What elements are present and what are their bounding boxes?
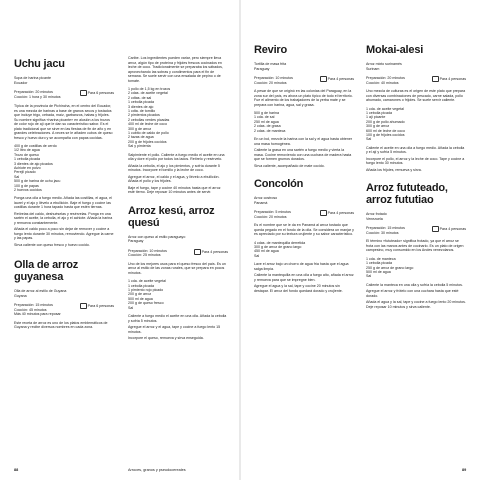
recipe-steps: Ponga una olla a fuego medio. Añada las costillas, el agua, el laurel y el ajo y llévelo a ebullición. Baje el fuego y cocine las costillas durante 1 hora tapado hasta que estén tiernas. Retírelas del caldo, deshuéselas y resérvelas. Ponga en una sartén el aceite, la cebolla, el ajo y el achiote. Añada la harina y remueva constantemente. Añada el caldo poco a poco sin dejar de remover y cocine a fuego lento durante 30 minutos, removiendo. Agregue la carne y las papas. Sirva caliente con queso fresco y huevo cocido. xyxy=(14,196,114,247)
recipe-intro: El término «fututeado» significa frotado, ya que el arroz se frota con las manos antes de cocinarlo. Es un plato de origen campesino, muy consumido en los Andes venezolanos. xyxy=(366,239,464,253)
book-gutter xyxy=(239,0,241,480)
recipe-subtitle: Tortilla de masa frita xyxy=(254,62,287,66)
recipe-title: Reviro xyxy=(254,44,288,56)
page-number: 88 xyxy=(14,468,19,472)
page-footer xyxy=(462,468,466,472)
recipe-intro-continued: Caribe. Los ingredientes pueden variar, pero siempre lleva arroz, algún tipo de proteína y frijoles frescos cocinados en leche de coco. Tradicionalmente se preparaba los sábados, aprovechando las sobras y condimentos para el fin de semana. Se suele servir con una ensalada de pepino o de tomate. xyxy=(128,56,223,83)
recipe-title: Arroz fututeado, arroz fututiao xyxy=(366,182,448,207)
ingredient-list: 4 cdas. de mantequilla derretida 300 g de arroz de grano largo 450 ml de agua Sal xyxy=(254,240,306,258)
recipe-country: Ecuador xyxy=(14,80,28,85)
recipe-title: Olla de arroz guyanesa xyxy=(14,259,79,284)
recipe-country: Paraguay xyxy=(254,66,270,71)
page-footer xyxy=(14,468,186,472)
recipe-steps: Caliente a fuego medio el aceite en una olla. Añada la cebolla y sofría 5 minutos. Agregue el arroz y el agua, tape y cocine a fuego lento 15 minutos. Incorpore el queso, remueva y sirva enseguida. xyxy=(128,314,227,341)
recipe-country: Paraguay xyxy=(128,239,144,244)
recipe-country: Venezuela xyxy=(366,216,383,221)
recipe-intro: Típica de la provincia de Pichincha, en el centro del Ecuador, es una mezcla de harinas a base de granos secos y tostados que incluye trigo, cebada, maíz, garbanzos, habas y frijoles. Su nombre significa «harina picante» en alusión a los trozos de color rojo de ají que le dan su característico sabor. Es el plato tradicional que se sirve en las fiestas de fin de año y en grandes celebraciones. A veces se le añaden cubos de queso fresco y huevo duro y se acompaña con papas cocidas. xyxy=(14,104,113,140)
dietary-icon xyxy=(80,90,87,96)
section-title: Arroces, granos y pseudocereales xyxy=(128,468,186,472)
page-number: 89 xyxy=(462,468,467,472)
right-column-2 xyxy=(366,22,466,311)
recipe-subtitle: Arroz con queso al estilo paraguayo xyxy=(128,234,186,239)
recipe-steps: Lave el arroz bajo un chorro de agua fría hasta que el agua salga limpia. Caliente la mantequilla en una olla a fuego alto, añada el arroz y remueva para que se impregne bien. Agregue el agua y la sal, tape y cocine 20 minutos sin destapar. El arroz del fondo quedará dorado y crujiente. xyxy=(254,262,354,293)
left-page xyxy=(0,0,238,480)
recipe-subtitle: Arroz costroso xyxy=(254,196,278,201)
ingredient-list: 1 cda. de manteca 1 cebolla picada 250 g de arroz de grano largo 500 ml de agua Sal xyxy=(366,256,414,279)
recipe-intro: Uno de los mejores usos para el queso fresco del país. Es un arroz al estilo de las zonas rurales, que se prepara en pocos minutos. xyxy=(128,261,226,275)
recipe-meta: Preparación: 10 minutos Cocción: 25 minutos Para 4 personas xyxy=(128,248,228,258)
recipe-subtitle: Arroz mixto surinamés xyxy=(366,62,402,66)
right-page xyxy=(242,0,480,480)
dietary-icon xyxy=(432,76,439,82)
dietary-icon xyxy=(432,226,439,232)
recipe-country: Panamá xyxy=(254,200,268,205)
recipe-intro: Es el nombre que se le da en Panamá al arroz tostado que queda pegado en el fondo de la olla. Se considera un manjar y es apreciado por su textura crujiente y su sabor característico. xyxy=(254,223,354,237)
recipe-meta xyxy=(14,90,114,99)
recipe-meta: Preparación: 20 minutos Cocción: 40 minutos Para 4 personas xyxy=(366,76,466,85)
recipe-meta: Preparación: 5 minutos Cocción: 20 minutos Para 4 personas xyxy=(254,210,354,219)
recipe-intro: A pesar de que se originó en las colonias del Paraguay, en la zona sur del país, es ahora un plato típico de todo el territorio. Fue el alimento de los trabajadores de la yerba mate y se prepara con harina, agua, sal y grasa. xyxy=(254,89,353,107)
recipe-steps: Caliente la manteca en una olla y sofría la cebolla 5 minutos. Agregue el arroz y frótelo con una cuchara hasta que esté dorado. Añada el agua y la sal, tape y cocine a fuego lento 20 minutos. Deje reposar 10 minutos y sirva caliente. xyxy=(366,282,466,309)
left-column-2 xyxy=(128,22,228,343)
recipe-steps: En un bol, mezcle la harina con la sal y el agua hasta obtener una masa homogénea. Caliente la grasa en una sartén a fuego medio y vierta la masa. Cocine removiendo con una cuchara de madera hasta que se formen grumos dorados. Sirva caliente, acompañado de mate cocido. xyxy=(254,137,353,168)
dietary-icon xyxy=(194,249,201,255)
recipe-meta: Preparación: 15 minutos Cocción: 45 minutos Más 40 minutos para reposar Para 6 personas xyxy=(14,303,114,317)
recipe-meta: Preparación: 10 minutos Cocción: 20 minutos Para 4 personas xyxy=(254,76,354,85)
recipe-country: Guyana xyxy=(14,293,27,298)
serves: Para 6 personas xyxy=(79,90,114,99)
cook-time: Cocción: 1 hora y 30 minutos xyxy=(14,94,61,99)
recipe-steps: Caliente el aceite en una olla a fuego medio. Añada la cebolla y el ají y sofría 5 minutos. Incorpore el pollo, el arroz y la leche de coco. Tape y cocine a fuego lento 30 minutos. Añada los frijoles, remueva y sirva. xyxy=(366,145,465,172)
recipe-title: Uchu jacu xyxy=(14,58,65,70)
recipe-country: Surinam xyxy=(366,66,380,71)
recipe-title: Mokai-alesi xyxy=(366,44,424,56)
recipe-subtitle: Sopa de harina picante xyxy=(14,76,51,80)
right-column-1 xyxy=(254,22,354,295)
prep-time: Preparación: 20 minutos xyxy=(14,90,53,94)
ingredient-list: 500 g de harina 1 cda. de sal 250 ml de agua 2 cdas. de grasa 2 cdas. de manteca xyxy=(254,111,286,133)
recipe-intro: Uno mezcla de culturas es el origen de este plato que prepara con diversas combinaciones de pescado, carne salada, pollo ahumado, camarones o frijoles. Se suele servir caliente. xyxy=(366,89,466,102)
dietary-icon xyxy=(320,76,327,82)
recipe-subtitle: Arroz frotado xyxy=(366,212,387,217)
ingredient-list: 400 g de costillas de cerdo 1/2 litro de agua Trozo de queso 1 cebolla picada 3 dientes de ajo picados Achiote en polvo Perejil picado Sal 500 g de harina de uchu jacu 100 g de papas 2 huevos cocidos xyxy=(14,144,61,193)
ingredient-list: 1 cda. de aceite vegetal 1 cebolla picada 1 ají picante 200 g de pollo ahumado 300 g de arroz 600 ml de leche de coco 100 g de frijoles cocidos Sal xyxy=(366,106,405,142)
dietary-icon xyxy=(320,210,327,216)
ingredient-list: 1 pollo de 1,5 kg en trozos 2 cdas. de aceite vegetal 2 cdtas. de sal 1 cebolla picada 3 dientes de ajo 1 cdta. de tomillo 2 pimientos picados 2 cebollas verdes picadas 400 ml de leche de coco 300 g de arroz 1 cubito de caldo de pollo 2 tazas de agua 200 g de frijoles cocidos Sal y pimienta xyxy=(128,87,171,149)
recipe-steps: Salpimiente el pollo. Caliente a fuego medio el aceite en una olla y dore el pollo por todos los lados. Retírelo y resérvelo. Añada la cebolla, el ajo y los pimientos, y sofría durante 5 minutos. Incorpore el tomillo y la leche de coco. Agregue el arroz, el caldo y el agua, y llévelo a ebullición. Añada el pollo y los frijoles. Baje el fuego, tape y cocine 40 minutos hasta que el arroz esté tierno. Deje reposar 10 minutos antes de servir. xyxy=(128,152,225,195)
recipe-subtitle: Olla de arroz al estilo de Guyana xyxy=(14,289,67,294)
recipe-meta: Preparación: 15 minutos Cocción: 30 minutos Para 4 personas xyxy=(366,226,466,235)
recipe-intro: Este receta de arroz es uno de los platos emblemáticos de Guyana y recibe diversos nombres en cada zona. xyxy=(14,320,108,330)
dietary-icon xyxy=(80,303,87,309)
ingredient-list: 1 cda. de aceite vegetal 1 cebolla picada 1 pimiento rojo picado 200 g de arroz 500 ml de agua 200 g de queso fresco Sal xyxy=(128,279,166,310)
left-column-1 xyxy=(14,22,114,330)
recipe-title: Arroz kesú, arroz quesú xyxy=(128,204,215,229)
recipe-title: Concolón xyxy=(254,178,304,191)
